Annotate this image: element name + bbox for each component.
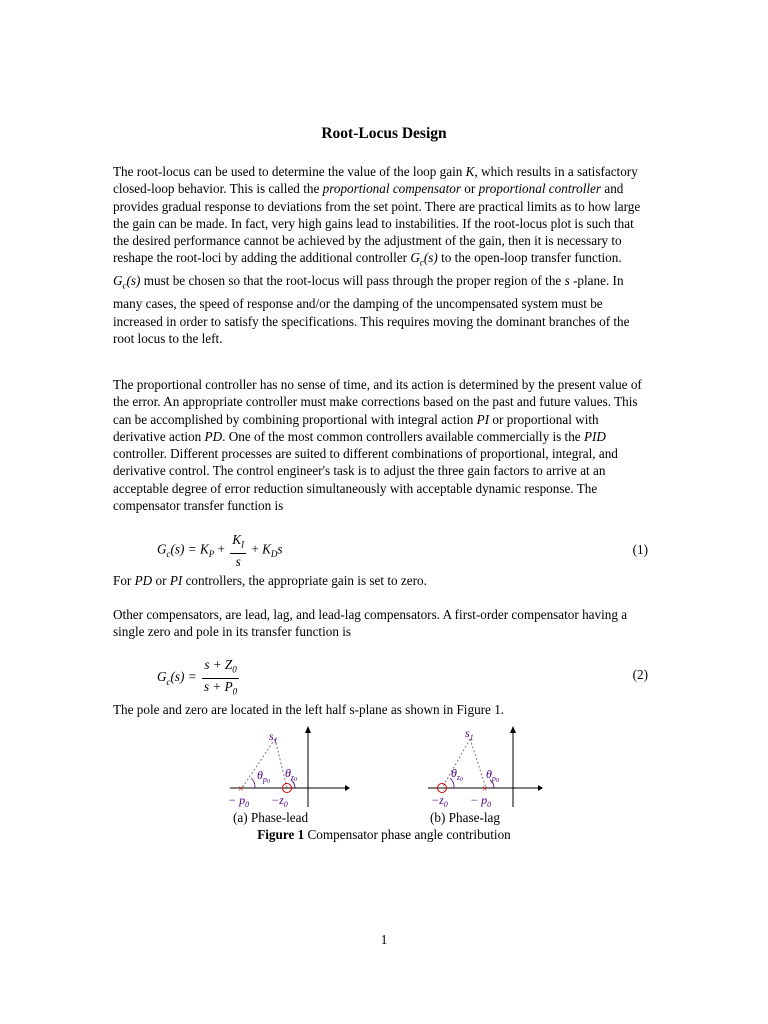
theta-pole-label: $\theta_p0$: [486, 767, 499, 784]
text-segment: controller. Different processes are suited to different combinations of proportional, integral, and derivative control. The control engineer's task is to adjust the three gain factors to arrive at an acceptable degree of error reduction simultaneously with acceptable dynamic response. The compensator transfer function is: [113, 446, 618, 514]
eq1-fraction: [230, 532, 246, 569]
eq1-term1: K: [199, 541, 209, 557]
text-segment: -plane. In many cases, the speed of response and/or the damping of the uncompensated system must be increased in order to satisfy the specifications. This requires moving the dominant branches of the root locus to the left.: [113, 273, 630, 346]
text-segment: to the open-loop transfer function.: [437, 250, 622, 266]
text-segment: K: [465, 164, 475, 179]
text-segment: proportional compensator: [322, 181, 461, 197]
zero-label: $-z_0$: [431, 793, 448, 809]
text-segment: The root-locus can be used to determine the value of the loop gain: [113, 164, 466, 179]
text-segment: For: [113, 573, 135, 588]
imag-axis-arrow: [510, 726, 516, 733]
eq2-fraction: [202, 657, 239, 699]
eq2-den: s + P: [203, 678, 233, 694]
text-segment: The pole and zero are located in the left half s-plane as shown in Figure 1.: [113, 702, 505, 717]
equation-2: [113, 657, 648, 697]
zero-ray: [275, 739, 287, 788]
theta-pole-label: $\theta_p0$: [257, 768, 270, 785]
eq2-num-sub: 0: [232, 664, 237, 675]
eq2-lhs: G: [157, 669, 167, 685]
text-segment: PID: [583, 428, 606, 444]
eq1-lhs: G: [157, 541, 167, 557]
paragraph-4: [113, 606, 648, 641]
paragraph-1: [113, 163, 648, 347]
paragraph-3: [113, 572, 648, 589]
text-segment: (s): [126, 273, 141, 289]
text-segment: G: [113, 273, 123, 289]
pole-marker-icon: ×: [238, 784, 244, 795]
s1-label: $s_1$: [269, 729, 278, 745]
eq2-lhs-arg: (s) =: [170, 669, 200, 685]
text-segment: PI: [169, 573, 183, 588]
equation-2-number: (2): [632, 667, 648, 682]
figure-panel-a-caption: (a) Phase-lead: [233, 810, 309, 825]
text-segment: Other compensators, are lead, lag, and lead-lag compensators. A first-order compensator having a single zero and pole in its transfer function is: [113, 607, 628, 640]
text-segment: G: [410, 250, 420, 266]
real-axis-arrow: [345, 785, 350, 791]
equation-1: [113, 532, 648, 572]
text-segment: or: [152, 573, 170, 588]
figure-caption: [0, 827, 768, 843]
figure-caption-text: Compensator phase angle contribution: [304, 827, 511, 842]
text-segment: c: [122, 281, 127, 292]
pole-label: − $p_0$: [228, 793, 250, 809]
zero-label: $-z_0$: [271, 793, 288, 809]
eq1-frac-num-sub: I: [241, 539, 245, 550]
text-segment: c: [419, 258, 424, 269]
eq1-frac-num: K: [232, 532, 242, 547]
text-segment: or: [460, 181, 479, 197]
text-segment: proportional controller: [478, 181, 602, 197]
eq2-den-sub: 0: [232, 686, 238, 697]
text-segment: The proportional controller has no sense of time, and its action is determined by the present value of the error. An appropriate controller must make corrections based on the past and future values. This can be accomplished by combining proportional with integral action: [113, 377, 642, 427]
equation-1-expression: [157, 532, 283, 569]
text-segment: must be chosen so that the root-locus will pass through the proper region of the: [140, 273, 565, 289]
text-segment: and provides gradual response to deviations from the set point. There are practical limits as to how large the gain can be made. In fact, very high gains lead to instabilities. If the root-locus plot is such that the desired performance cannot be achieved by the adjustment of the gain, then it is necessary to reshape the root-loci by adding the additional controller: [113, 181, 641, 266]
pole-ray: [470, 739, 486, 788]
text-segment: controllers, the appropriate gain is set to zero.: [182, 573, 427, 588]
text-segment: or proportional with derivative action: [113, 411, 599, 444]
figure-panel-a-diagram: [225, 725, 350, 810]
eq1-term3-sub: D: [270, 549, 278, 559]
eq2-num: s + Z: [204, 657, 233, 672]
paragraph-5: [113, 701, 648, 718]
theta-zero-label: $\theta_z0$: [451, 766, 464, 783]
eq1-plus-2: +: [251, 541, 263, 557]
text-segment: PD: [134, 573, 153, 588]
text-segment: , which results in a satisfactory closed-loop behavior. This is called the: [113, 164, 638, 197]
pole-marker-icon: ×: [482, 784, 488, 795]
eq1-term1-sub: P: [208, 549, 215, 559]
figure-panel-b-caption: (b) Phase-lag: [430, 810, 500, 825]
equation-1-number: (1): [632, 542, 648, 557]
page-number: 1: [380, 932, 388, 947]
imag-axis-arrow: [305, 726, 311, 733]
figure-panel-b-diagram: [423, 725, 548, 810]
text-segment: PI: [476, 411, 490, 427]
eq1-lhs-sub: c: [166, 549, 171, 559]
real-axis-arrow: [538, 785, 543, 791]
figure-caption-label: Figure 1: [257, 827, 305, 842]
pole-label: − $p_0$: [470, 793, 492, 809]
eq1-lhs-arg: (s) =: [170, 541, 200, 557]
s1-label: $s_1$: [465, 726, 474, 742]
eq1-frac-den: s: [235, 553, 241, 569]
text-segment: PD: [204, 428, 223, 444]
theta-zero-label: $\theta_z0$: [285, 766, 298, 783]
text-segment: s: [564, 273, 570, 289]
eq2-lhs-sub: c: [166, 676, 171, 687]
equation-2-expression: [157, 657, 241, 699]
text-segment: . One of the most common controllers available commercially is the: [222, 428, 584, 444]
pole-angle-arc: [251, 778, 255, 788]
eq1-term3-var: s: [277, 541, 283, 557]
paragraph-2: [113, 376, 648, 514]
eq1-plus-1: +: [214, 541, 229, 557]
text-segment: (s): [423, 250, 438, 266]
page-title: Root-Locus Design: [321, 125, 447, 142]
eq1-term3: K: [262, 541, 271, 557]
